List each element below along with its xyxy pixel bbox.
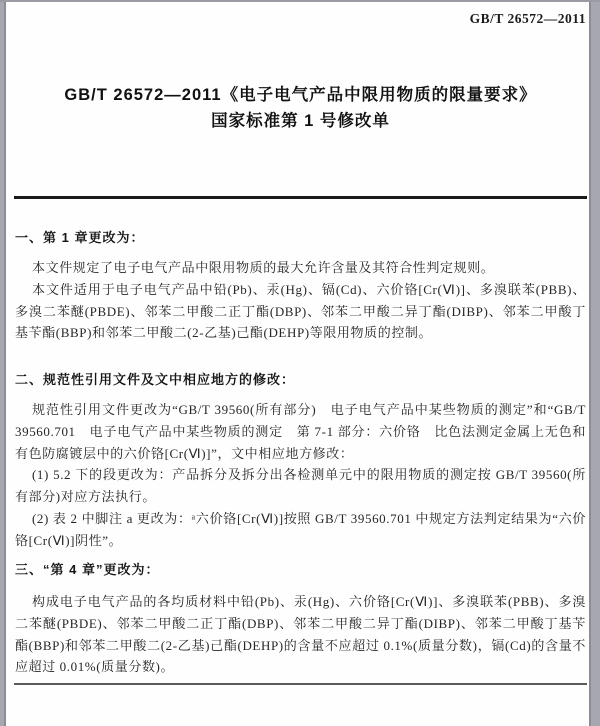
section-3-body (15, 591, 586, 678)
title-divider-rule (14, 196, 587, 199)
section-2-body (15, 399, 586, 552)
document-title-line1: GB/T 26572—2011《电子电气产品中限用物质的限量要求》 (64, 86, 537, 104)
document-title-line2: 国家标准第 1 号修改单 (211, 112, 390, 130)
section-2-paragraph: 规范性引用文件更改为“GB/T 39560(所有部分) 电子电气产品中某些物质的测定”和“GB/T 39560.701 电子电气产品中某些物质的测定 第 7-1 部分：六价铬 比色法测定金属上无色和有色防腐镀层中的六价铬[Cr(Ⅵ)]”，文中相应地方修改： (15, 402, 586, 461)
section-2-paragraph: (1) 5.2 下的段更改为：产品拆分及拆分出各检测单元中的限用物质的测定按 GB/T 39560(所有部分)对应方法执行。 (15, 467, 586, 505)
scan-edge-right (591, 0, 600, 726)
section-1-paragraph: 本文件规定了电子电气产品中限用物质的最大允许含量及其符合性判定规则。 (32, 260, 495, 275)
section-3-paragraph: 构成电子电气产品的各均质材料中铅(Pb)、汞(Hg)、六价铬[Cr(Ⅵ)]、多溴联苯(PBB)、多溴二苯醚(PBDE)、邻苯二甲酸二正丁酯(DBP)、邻苯二甲酸二异丁酯(DIBP)、邻苯二甲酸丁基苄酯(BBP)和邻苯二甲酸二(2-乙基)己酯(DEHP)的含量不应超过 0.1%(质量分数)，镉(Cd)的含量不应超过 0.01%(质量分数)。 (15, 594, 586, 675)
section-3-heading: 三、“第 4 章”更改为： (15, 562, 160, 577)
section-1-paragraph: 本文件适用于电子电气产品中铅(Pb)、汞(Hg)、镉(Cd)、六价铬[Cr(Ⅵ)]、多溴联苯(PBB)、多溴二苯醚(PBDE)、邻苯二甲酸二正丁酯(DBP)、邻苯二甲酸二异丁酯(DIBP)、邻苯二甲酸丁基苄酯(BBP)和邻苯二甲酸二(2-乙基)己酯(DEHP)等限用物质的控制。 (15, 281, 586, 341)
section-1-body (15, 257, 586, 344)
page-border-left (4, 0, 6, 726)
section-2-heading: 二、规范性引用文件及文中相应地方的修改： (15, 372, 296, 387)
section-1-heading: 一、第 1 章更改为： (15, 230, 145, 245)
document-title (15, 82, 586, 134)
standard-code-header: GB/T 26572—2011 (469, 11, 586, 26)
page-border-right (589, 0, 591, 726)
page-bottom-rule (14, 683, 587, 685)
page-border-top (0, 0, 600, 2)
section-2-paragraph: (2) 表 2 中脚注 a 更改为：ᵃ六价铬[Cr(Ⅵ)]按照 GB/T 39560.701 中规定方法判定结果为“六价铬[Cr(Ⅵ)]阴性”。 (15, 510, 586, 548)
